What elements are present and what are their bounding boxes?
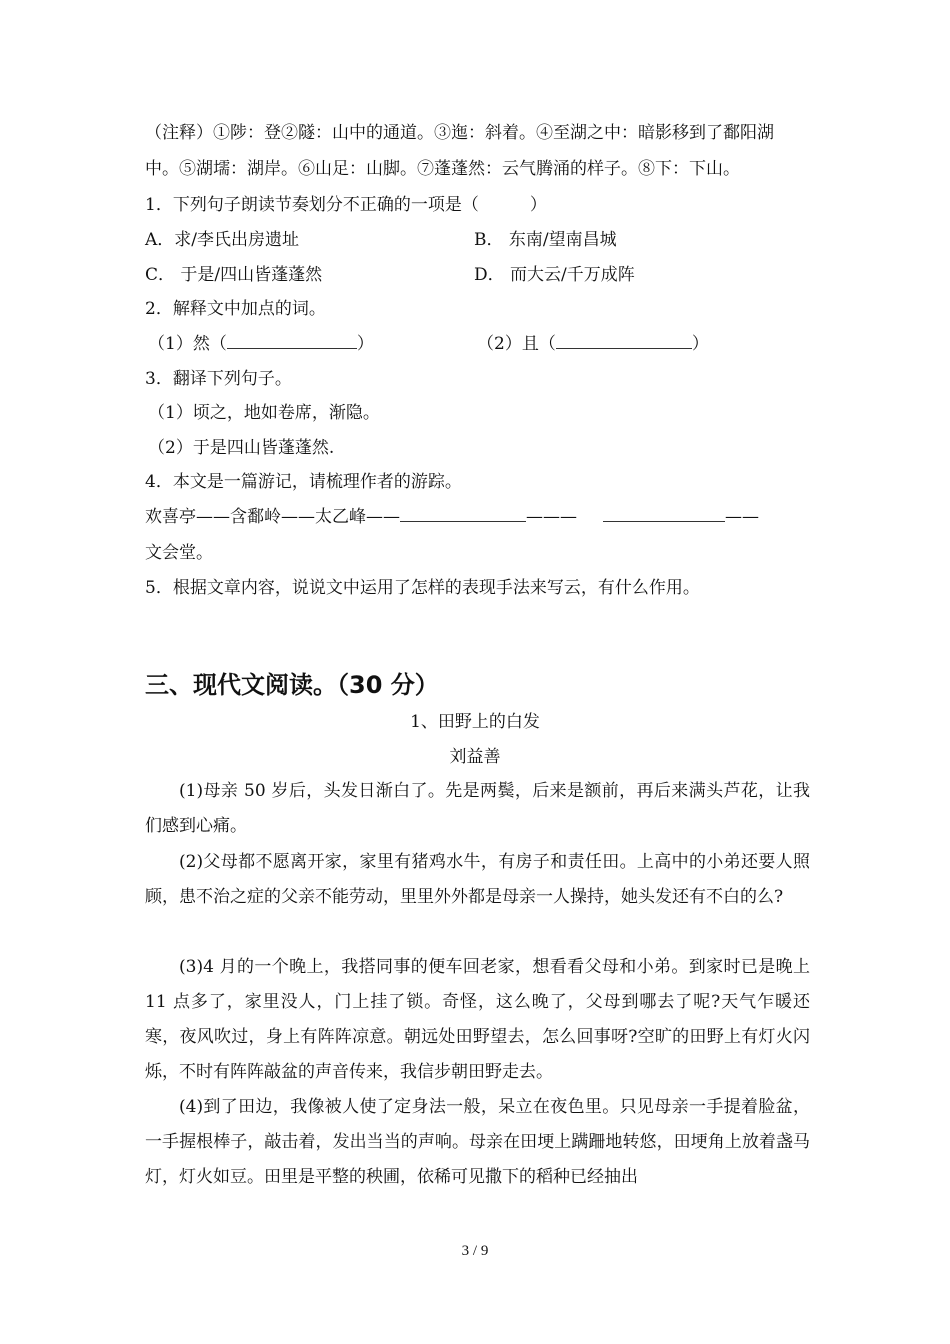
- route-start: 欢喜亭——含鄱岭——太乙峰——: [145, 507, 400, 527]
- notes-line-2: 中。⑤湖壖：湖岸。⑥山足：山脚。⑦蓬蓬然：云气腾涌的样子。⑧下：下山。: [145, 159, 740, 179]
- question-4-route: [145, 505, 759, 529]
- item-2-prefix: （2）且（: [477, 334, 556, 354]
- route-dash-end: ——: [725, 507, 759, 527]
- item-1-prefix: （1）然（: [148, 334, 227, 354]
- paragraph-3: (3)4 月的一个晚上，我搭同事的便车回老家，想看看父母和小弟。到家时已是晚上 11 点多了，家里没人，门上挂了锁。奇怪，这么晚了，父母到哪去了呢?天气乍暖还寒，夜风吹过，身上有阵阵凉意。朝远处田野望去，怎么回事呀?空旷的田野上有灯火闪烁，不时有阵阵敲盆的声音传来，我信步朝田野走去。: [145, 957, 810, 1082]
- section-3-heading: 三、现代文阅读。（30 分）: [145, 671, 439, 699]
- article-title: 1、田野上的白发: [410, 712, 540, 732]
- question-2-item-2: [477, 332, 709, 356]
- route-dash-mid: ———: [526, 507, 577, 527]
- question-4-stem: 4．本文是一篇游记，请梳理作者的游踪。: [145, 472, 462, 492]
- notes-line-1: （注释）①陟：登②隧：山中的通道。③迤：斜着。④至湖之中：暗影移到了鄱阳湖: [145, 123, 774, 143]
- question-1-stem: 1．下列句子朗读节奏划分不正确的一项是（ ）: [145, 195, 547, 215]
- question-3-stem: 3．翻译下列句子。: [145, 369, 292, 389]
- question-4-route-end: 文会堂。: [145, 543, 213, 563]
- article-author: 刘益善: [449, 747, 501, 767]
- question-5-stem: 5．根据文章内容，说说文中运用了怎样的表现手法来写云，有什么作用。: [145, 578, 700, 598]
- answer-blank-2[interactable]: [556, 332, 692, 349]
- option-b: B． 东南/望南昌城: [474, 230, 617, 250]
- route-blank-2[interactable]: [603, 505, 725, 522]
- option-c: C． 于是/四山皆蓬蓬然: [145, 265, 323, 285]
- paragraph-2: (2)父母都不愿离开家，家里有猪鸡水牛，有房子和责任田。上高中的小弟还要人照顾，患不治之症的父亲不能劳动，里里外外都是母亲一人操持，她头发还有不白的么?: [145, 852, 810, 907]
- paragraph-1: (1)母亲 50 岁后，头发日渐白了。先是两鬓，后来是额前，再后来满头芦花，让我们感到心痛。: [145, 781, 810, 836]
- question-3-item-1: （1）顷之，地如卷席，渐隐。: [148, 403, 380, 423]
- question-2-item-1: [148, 332, 374, 356]
- answer-blank-1[interactable]: [227, 332, 357, 349]
- route-blank-1[interactable]: [400, 505, 526, 522]
- paragraph-4: (4)到了田边，我像被人使了定身法一般，呆立在夜色里。只见母亲一手提着脸盆，一手握根棒子，敲击着，发出当当的声响。母亲在田埂上蹒跚地转悠，田埂角上放着盏马灯，灯火如豆。田里是平整的秧圃，依稀可见撒下的稻种已经抽出: [145, 1097, 810, 1187]
- item-2-suffix: ）: [691, 334, 709, 354]
- page-number: 3 / 9: [461, 1243, 489, 1259]
- item-1-suffix: ）: [356, 334, 374, 354]
- option-d: D． 而大云/千万成阵: [474, 265, 635, 285]
- question-3-item-2: （2）于是四山皆蓬蓬然.: [148, 438, 335, 458]
- question-2-stem: 2．解释文中加点的词。: [145, 299, 326, 319]
- option-a: A．求/李氏出房遗址: [145, 230, 300, 250]
